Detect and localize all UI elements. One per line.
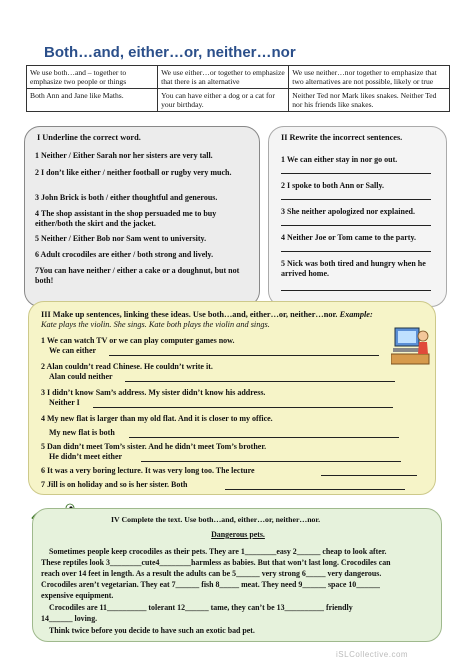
exercise-1-item: 1 Neither / Either Sarah nor her sisters are very tall. bbox=[35, 151, 213, 160]
exercise-2-title: II Rewrite the incorrect sentences. bbox=[281, 133, 403, 142]
answer-line[interactable] bbox=[141, 461, 401, 462]
answer-line[interactable] bbox=[125, 381, 395, 382]
table-row bbox=[27, 66, 450, 89]
exercise-2-item: 3 She neither apologized nor explained. bbox=[281, 207, 415, 216]
example-text: Kate plays the violin. She sings. Kate both plays the violin and sings. bbox=[41, 320, 270, 329]
text-line: expensive equipment. bbox=[41, 591, 114, 600]
answer-line[interactable] bbox=[109, 355, 379, 356]
exercise-3-question: 1 We can watch TV or we can play computer games now. bbox=[41, 336, 235, 345]
exercise-1-title: I Underline the correct word. bbox=[37, 133, 141, 142]
exercise-3-title bbox=[41, 310, 381, 330]
exercise-2-item: 4 Neither Joe or Tom came to the party. bbox=[281, 233, 417, 242]
text-line: Crocodiles aren’t vegetarian. They eat 7______ fish 8_____ meat. They need 9______ space 10______ bbox=[41, 580, 380, 589]
exercise-1-panel bbox=[24, 126, 260, 307]
exercise-1-item: 2 I don’t like either / neither football or rugby very much. bbox=[35, 168, 232, 177]
exercise-2-item: 2 I spoke to both Ann or Sally. bbox=[281, 181, 384, 190]
answer-line[interactable] bbox=[321, 475, 417, 476]
exercise-3-question: 6 It was a very boring lecture. It was very long too. The lecture bbox=[41, 466, 255, 475]
table-cell: We use either…or together to emphasize that there is an alternative bbox=[158, 66, 289, 89]
site-credit: iSLCollective.com bbox=[336, 650, 409, 659]
text-line: reach over 14 feet in length. As a result the adults can be 5______ very strong 6_____ very dangerous. bbox=[41, 569, 382, 578]
exercise-3-instruction: III Make up sentences, linking these ideas. Use both…and, either…or, neither…nor. bbox=[41, 310, 338, 319]
summary-table bbox=[26, 65, 450, 112]
text-line: These reptiles look 3________cute4________harmless as babies. But that won’t last long. Crocodiles can bbox=[41, 558, 391, 567]
text-line: Crocodiles are 11__________ tolerant 12______ tame, they can’t be 13__________ friendly bbox=[49, 603, 353, 612]
exercise-1-item: 5 Neither / Either Bob nor Sam went to university. bbox=[35, 234, 207, 243]
exercise-3-prompt: He didn’t meet either bbox=[49, 452, 123, 461]
answer-line[interactable] bbox=[281, 225, 431, 226]
answer-line[interactable] bbox=[281, 199, 431, 200]
text-line: Sometimes people keep crocodiles as their pets. They are 1________easy 2______ cheap to look after. bbox=[49, 547, 387, 556]
table-cell: You can have either a dog or a cat for your birthday. bbox=[158, 89, 289, 112]
exercise-1-item: 7You can have neither / either a cake or a doughnut, but not both! bbox=[35, 266, 240, 285]
text-line: 14______ loving. bbox=[41, 614, 98, 623]
exercise-3-question: 7 Jill is on holiday and so is her sister. Both bbox=[41, 480, 188, 489]
text-line: Think twice before you decide to have such an exotic bad pet. bbox=[49, 626, 255, 635]
exercise-2-item: 5 Nick was both tired and hungry when he arrived home. bbox=[281, 259, 426, 278]
exercise-2-item: 1 We can either stay in nor go out. bbox=[281, 155, 398, 164]
exercise-3-question: 5 Dan didn’t meet Tom’s sister. And he didn’t meet Tom’s brother. bbox=[41, 442, 267, 451]
exercise-3-question: 4 My new flat is larger than my old flat. And it is closer to my office. bbox=[41, 414, 273, 423]
example-label: Example: bbox=[339, 310, 373, 319]
exercise-3-prompt: My new flat is both bbox=[49, 428, 115, 437]
exercise-3-question: 2 Alan couldn’t read Chinese. He couldn’t write it. bbox=[41, 362, 213, 371]
answer-line[interactable] bbox=[281, 173, 431, 174]
text-heading: Dangerous pets. bbox=[211, 530, 265, 539]
computer-illustration bbox=[391, 324, 431, 366]
answer-line[interactable] bbox=[281, 251, 431, 252]
table-cell: Neither Ted nor Mark likes snakes. Neither Ted nor his friends like snakes. bbox=[289, 89, 450, 112]
table-cell: Both Ann and Jane like Maths. bbox=[27, 89, 158, 112]
exercise-4-panel bbox=[32, 508, 442, 642]
exercise-3-prompt: We can either bbox=[49, 346, 97, 355]
exercise-3-prompt: Neither I bbox=[49, 398, 80, 407]
answer-line[interactable] bbox=[93, 407, 393, 408]
exercise-2-panel bbox=[268, 126, 447, 307]
exercise-4-title: IV Complete the text. Use both…and, either…or, neither…nor. bbox=[111, 515, 321, 524]
table-cell: We use neither…nor together to emphasize that two alternatives are not possible, likely or true bbox=[289, 66, 450, 89]
exercise-1-item: 3 John Brick is both / either thoughtful and generous. bbox=[35, 193, 218, 202]
exercise-1-item: 6 Adult crocodiles are either / both strong and lively. bbox=[35, 250, 214, 259]
answer-line[interactable] bbox=[129, 437, 399, 438]
answer-line[interactable] bbox=[281, 290, 431, 291]
table-cell: We use both…and – together to emphasize two people or things bbox=[27, 66, 158, 89]
page-title: Both…and, either…or, neither…nor bbox=[44, 44, 296, 61]
exercise-3-question: 3 I didn’t know Sam’s address. My sister didn’t know his address. bbox=[41, 388, 266, 397]
exercise-3-prompt: Alan could neither bbox=[49, 372, 113, 381]
exercise-3-panel bbox=[28, 301, 436, 495]
exercise-1-item: 4 The shop assistant in the shop persuaded me to buy either/both the skirt and the jacket. bbox=[35, 209, 217, 228]
table-row bbox=[27, 89, 450, 112]
answer-line[interactable] bbox=[225, 489, 405, 490]
